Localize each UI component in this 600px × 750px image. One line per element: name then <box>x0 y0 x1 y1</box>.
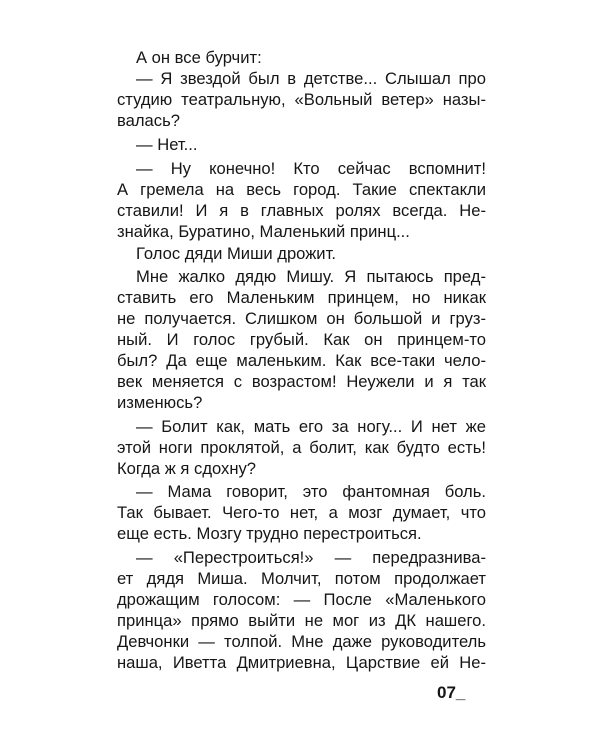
text-line: валась? <box>117 111 180 130</box>
text-line: ставили! И я в главных ролях всегда. Не- <box>117 201 486 220</box>
text-line: — «Перестроиться!» — передразнива- <box>136 548 486 567</box>
text-line: А гремела на весь город. Такие спектакли <box>117 180 486 199</box>
text-line: принца» прямо выйти не мог из ДК нашего. <box>117 611 486 630</box>
text-line: век меняется с возрастом! Неужели и я так <box>117 372 486 391</box>
text-line: не получается. Слишком он большой и груз- <box>117 309 486 328</box>
page-number: 07_ <box>437 683 466 702</box>
text-line: Голос дяди Миши дрожит. <box>136 244 336 263</box>
text-line: Так бывает. Чего-то нет, а мозг думает, что <box>117 503 486 522</box>
text-line: А он все бурчит: <box>136 48 262 67</box>
text-line: дрожащим голосом: — После «Маленького <box>117 590 486 609</box>
text-line: — Нет... <box>136 135 198 154</box>
text-line: знайка, Буратино, Маленький принц... <box>117 222 410 241</box>
text-line: — Болит как, мать его за ногу... И нет же <box>136 417 486 436</box>
text-line: студию театральную, «Вольный ветер» назы- <box>117 90 486 109</box>
text-line: — Я звездой был в детстве... Слышал про <box>136 69 486 88</box>
text-line: еще есть. Мозгу трудно перестроиться. <box>117 524 422 543</box>
text-line: Мне жалко дядю Мишу. Я пытаюсь пред- <box>136 267 486 286</box>
text-line: этой ноги проклятой, а болит, как будто есть! <box>117 438 486 457</box>
text-line: изменюсь? <box>117 393 203 412</box>
text-line: — Ну конечно! Кто сейчас вспомнит! <box>136 159 486 178</box>
text-line: Девчонки — толпой. Мне даже руководитель <box>117 632 486 651</box>
text-line: Когда ж я сдохну? <box>117 459 257 478</box>
text-line: наша, Иветта Дмитриевна, Царствие ей Не- <box>117 653 486 672</box>
text-line: ет дядя Миша. Молчит, потом продолжает <box>117 569 486 588</box>
text-line: был? Да еще маленьким. Как все-таки чело- <box>117 351 486 370</box>
text-line: ный. И голос грубый. Как он принцем-то <box>117 330 486 349</box>
text-line: — Мама говорит, это фантомная боль. <box>136 482 486 501</box>
text-line: ставить его Маленьким принцем, но никак <box>117 288 486 307</box>
